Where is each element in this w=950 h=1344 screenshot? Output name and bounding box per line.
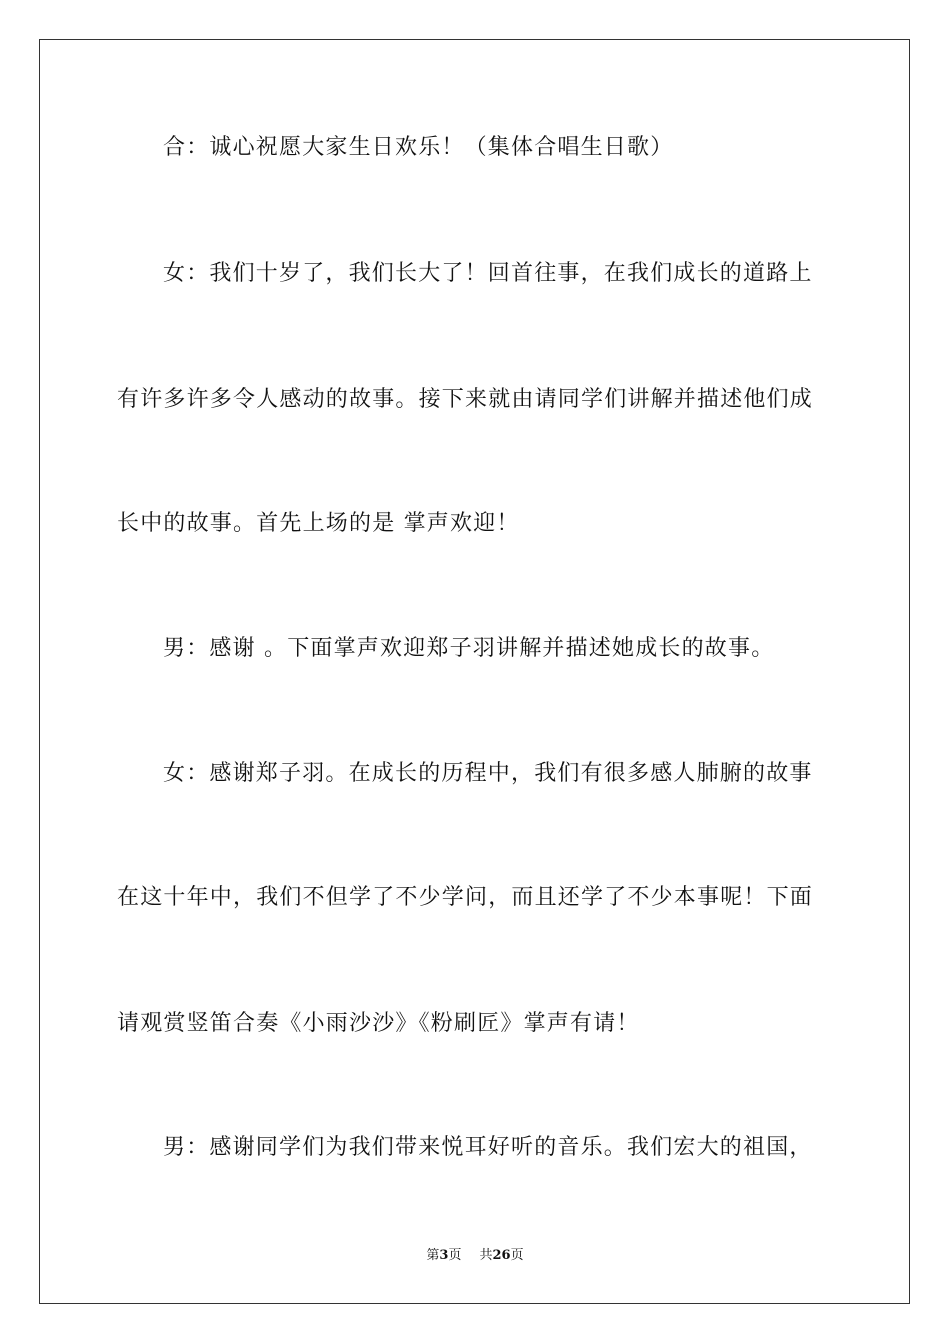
current-page-number: 3 (439, 1248, 449, 1263)
page-border (39, 39, 910, 1304)
paragraph-line: 请观赏竖笛合奏《小雨沙沙》《粉刷匠》掌声有请！ (117, 1011, 640, 1036)
paragraph-line: 女：感谢郑子羽。在成长的历程中，我们有很多感人肺腑的故事 (163, 761, 813, 786)
paragraph-line: 长中的故事。首先上场的是 掌声欢迎！ (117, 511, 520, 536)
paragraph-line: 有许多许多令人感动的故事。接下来就由请同学们讲解并描述他们成 (117, 387, 814, 412)
paragraph-line: 男：感谢同学们为我们带来悦耳好听的音乐。我们宏大的祖国， (163, 1135, 813, 1160)
paragraph-line: 在这十年中，我们不但学了不少学问，而且还学了不少本事呢！下面 (117, 885, 814, 910)
total-page-count: 26 (492, 1248, 511, 1263)
total-label-prefix: 共 (479, 1248, 493, 1263)
page-footer (0, 1247, 950, 1265)
paragraph-line: 合：诚心祝愿大家生日欢乐！（集体合唱生日歌） (163, 135, 674, 160)
total-label-suffix: 页 (510, 1248, 524, 1263)
page-label-suffix: 页 (448, 1248, 462, 1263)
paragraph-line: 女：我们十岁了，我们长大了！回首往事，在我们成长的道路上 (163, 261, 813, 286)
page-label-prefix: 第 (426, 1248, 440, 1263)
paragraph-line: 男：感谢 。下面掌声欢迎郑子羽讲解并描述她成长的故事。 (163, 636, 775, 661)
